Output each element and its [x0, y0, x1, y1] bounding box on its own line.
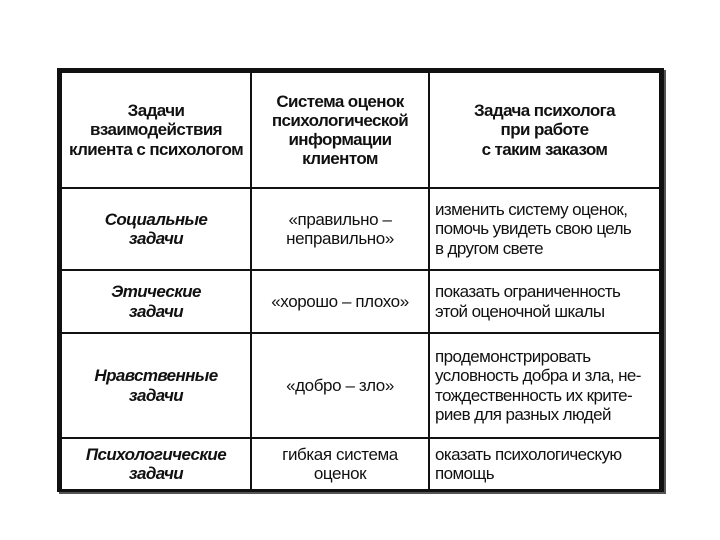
psychologist-task-cell: продемонстрировать условность добра и зла, не- тождественность их крите- риев для разных людей [429, 333, 660, 438]
task-cell: Нравственные задачи [61, 333, 251, 438]
header-psychologist-task: Задача психолога при работе с таким заказом [429, 72, 660, 188]
task-cell: Этические задачи [61, 270, 251, 333]
evaluation-cell: «правильно – неправильно» [251, 188, 429, 270]
table-header-row [61, 72, 660, 188]
psychologist-task-cell: показать ограниченность этой оценочной шкалы [429, 270, 660, 333]
table-row [61, 438, 660, 490]
evaluation-cell: гибкая система оценок [251, 438, 429, 490]
tasks-table [60, 71, 661, 491]
header-evaluation-system: Система оценок психологической информации клиентом [251, 72, 429, 188]
evaluation-cell: «хорошо – плохо» [251, 270, 429, 333]
task-cell: Социальные задачи [61, 188, 251, 270]
psychologist-task-cell: оказать психологическую помощь [429, 438, 660, 490]
table-row [61, 333, 660, 438]
table-row [61, 188, 660, 270]
evaluation-cell: «добро – зло» [251, 333, 429, 438]
table-row [61, 270, 660, 333]
header-client-tasks: Задачи взаимодействия клиента с психологом [61, 72, 251, 188]
psychologist-task-cell: изменить систему оценок, помочь увидеть свою цель в другом свете [429, 188, 660, 270]
psychology-tasks-table [57, 68, 664, 492]
task-cell: Психологические задачи [61, 438, 251, 490]
